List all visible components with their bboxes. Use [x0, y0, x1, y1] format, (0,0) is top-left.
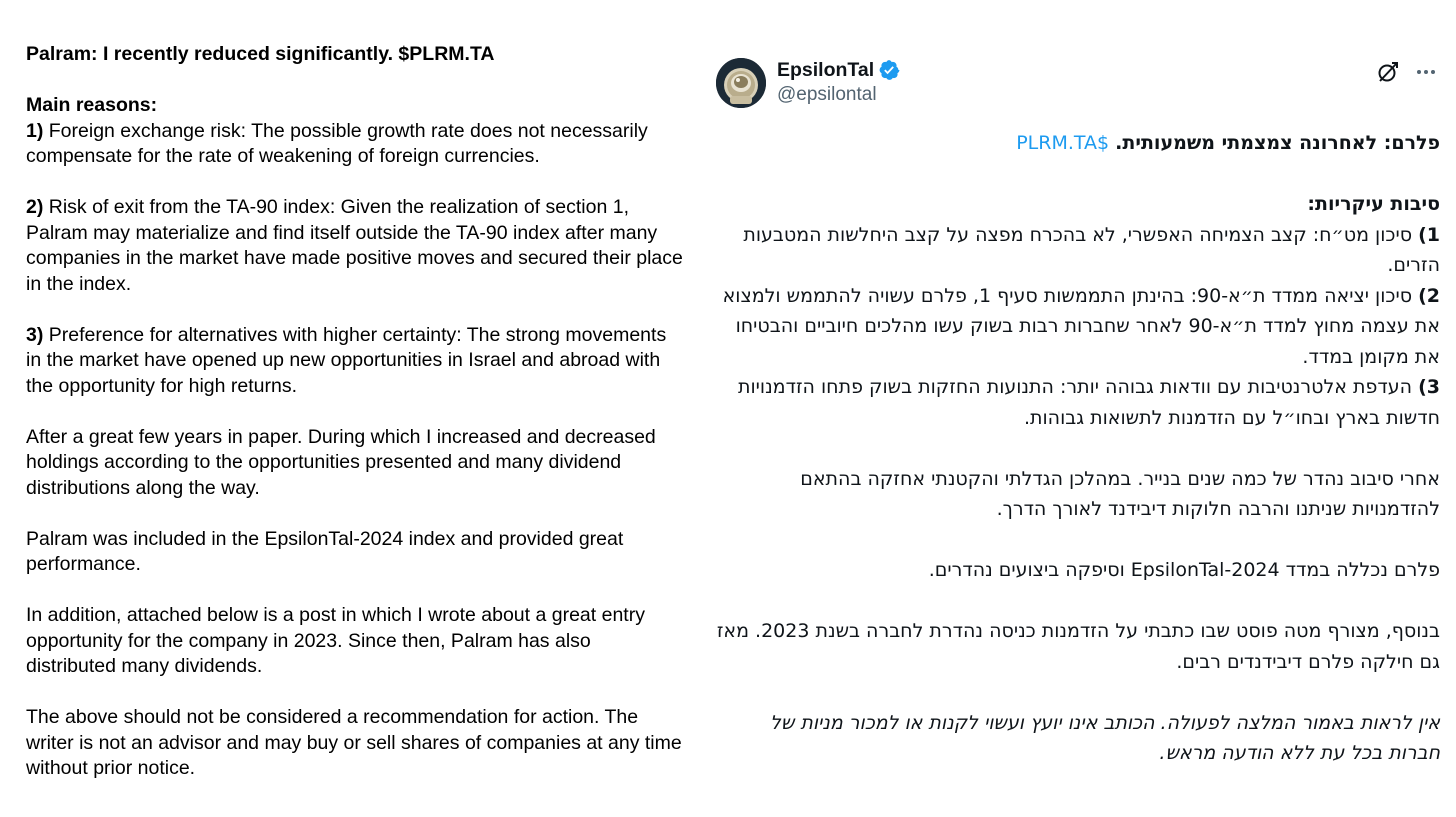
tweet-reasons: [716, 189, 1440, 433]
grok-icon[interactable]: [1376, 60, 1400, 84]
reason-text: Preference for alternatives with higher certainty: The strong movements in the market have opened up new opportunities in Israel and abroad with the opportunity for high returns.: [26, 323, 667, 397]
cashtag-link[interactable]: $PLRM.TA: [1016, 132, 1110, 154]
translation-reason-3: [26, 323, 686, 400]
reason-number: 3): [1418, 376, 1440, 398]
reason-text: סיכון מט״ח: קצב הצמיחה האפשרי, לא בהכרח מפצה על קצב היחלשות המטבעות הזרים.: [743, 223, 1440, 276]
translation-disclaimer: The above should not be considered a recommendation for action. The writer is not an advisor and may buy or sell shares of companies at any time without prior notice.: [26, 706, 682, 779]
translation-paragraph: Palram was included in the EpsilonTal-2024 index and provided great performance.: [26, 527, 624, 575]
tweet-paragraph: בנוסף, מצורף מטה פוסט שבו כתבתי על הזדמנות כניסה נהדרת לחברה בשנת 2023. מאז גם חילקה פלרם דיבידנדים רבים.: [716, 620, 1440, 673]
reason-number: 2): [1418, 284, 1440, 307]
translation-paragraph: After a great few years in paper. During which I increased and decreased holdings according to the opportunities presented and many dividend distributions along the way.: [26, 425, 656, 499]
reason-text: העדפת אלטרנטיבות עם וודאות גבוהה יותר: התנועות החזקות בשוק פתחו הזדמנויות חדשות בארץ ובחו״ל עם הזדמנות לתשואות גבוהות.: [737, 376, 1440, 429]
handle[interactable]: @epsilontal: [777, 84, 877, 105]
translation-reason-2: [26, 195, 686, 297]
name-row: [777, 58, 900, 82]
author-info: [777, 58, 900, 106]
tweet-paragraph: פלרם נכללה במדד EpsilonTal-2024 וסיפקה ביצועים נהדרים.: [928, 559, 1440, 581]
astronaut-helmet-avatar[interactable]: [716, 58, 766, 108]
reason-number: 3): [26, 323, 44, 346]
translation-paragraph: In addition, attached below is a post in which I wrote about a great entry opportunity for the company in 2023. Since then, Palram has also distributed many dividends.: [26, 604, 645, 677]
reason-text: Foreign exchange risk: The possible growth rate does not necessarily compensate for the rate of weakening of foreign currencies.: [26, 119, 648, 167]
translation-reasons: [26, 93, 686, 170]
tweet-disclaimer: אין לראות באמור המלצה לפעולה. הכותב אינו יועץ ועשוי לקנות או למכור מניות של חברות בכל עת ללא הודעה מראש.: [770, 711, 1440, 764]
tweet-card: [716, 54, 1440, 769]
tweet-title: פלרם: לאחרונה צמצמתי משמעותית. $PLRM.TA: [1016, 132, 1440, 154]
avatar-image: [716, 58, 766, 108]
tweet-paragraph: אחרי סיבוב נהדר של כמה שנים בנייר. במהלכן הגדלתי והקטנתי אחזקה בהתאם להזדמנויות שניתנו והרבה חלוקות דיבידנד לאורך הדרך.: [800, 467, 1440, 520]
reasons-heading: סיבות עיקריות:: [1307, 193, 1440, 215]
reason-text: Risk of exit from the TA-90 index: Given the realization of section 1, Palram may materialize and find itself outside the TA-90 index after many companies in the market have made positive moves and secured their place in the index.: [26, 196, 683, 295]
translation-panel: [26, 42, 686, 782]
display-name[interactable]: EpsilonTal: [777, 58, 875, 81]
tweet-text: [716, 128, 1440, 769]
translation-title: Palram: I recently reduced significantly. $PLRM.TA: [26, 43, 495, 65]
more-icon[interactable]: [1414, 60, 1438, 84]
reason-number: 1): [26, 119, 44, 142]
tweet-header: [716, 54, 1440, 110]
reason-text: סיכון יציאה ממדד ת״א-90: בהינתן התממשות סעיף 1, פלרם עשויה להתממש ולמצוא את עצמה מחוץ למדד ת״א-90 לאחר שחברות רבות בשוק עשו מהלכים חיוביים והבטיחו את מקומן במדד.: [722, 284, 1440, 368]
reason-number: 2): [26, 196, 44, 218]
header-actions: [1376, 60, 1438, 84]
verified-badge-icon: [878, 59, 900, 81]
reason-number: 1): [1418, 223, 1440, 246]
reasons-heading: Main reasons:: [26, 94, 158, 116]
